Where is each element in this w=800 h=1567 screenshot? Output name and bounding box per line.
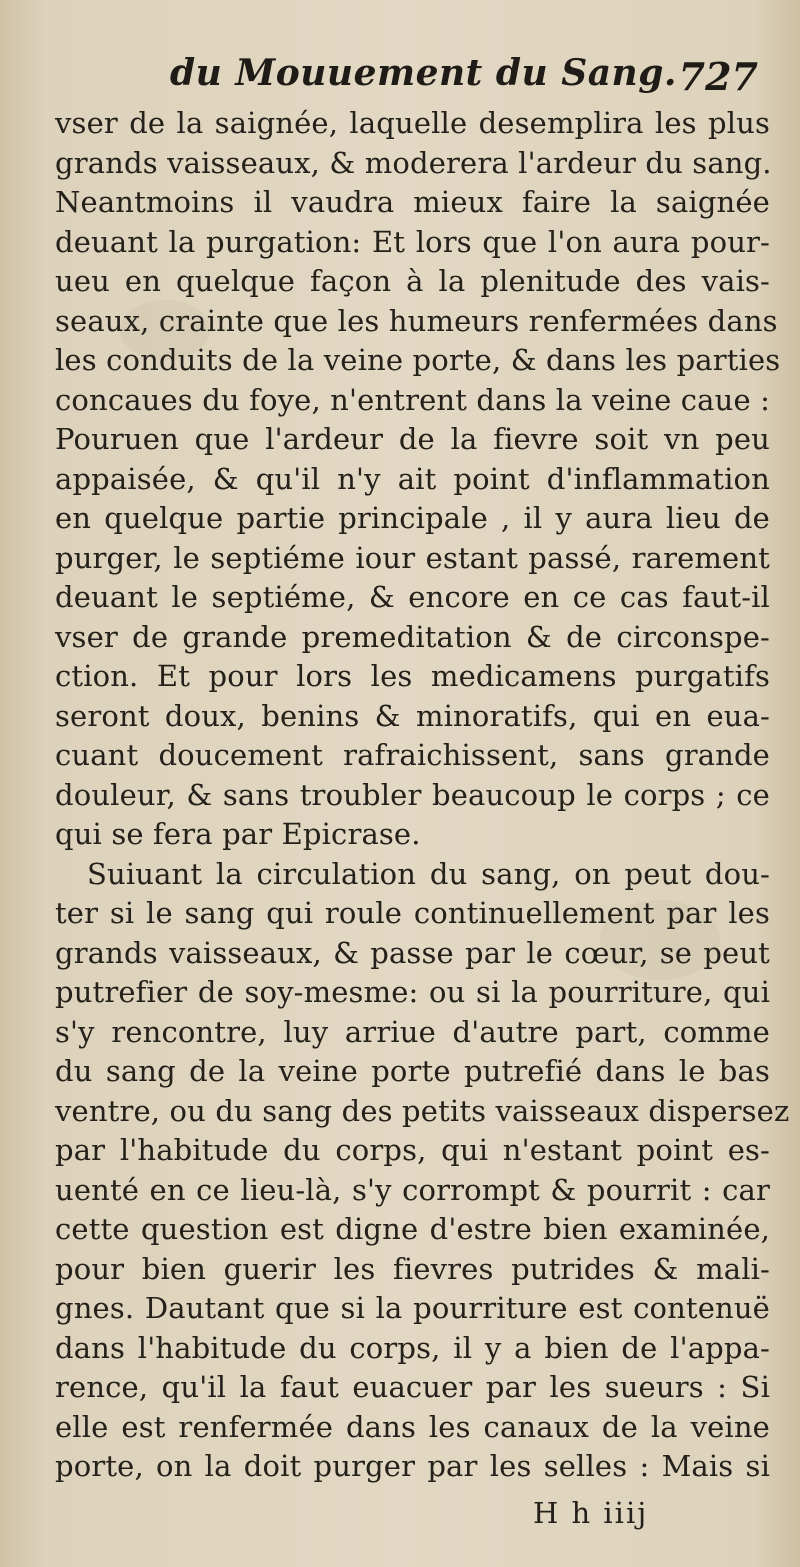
text-line: ter si le sang qui roule continuellement par les: [55, 896, 770, 930]
text-line: purger, le septiéme iour estant passé, rarement: [55, 540, 770, 575]
text-line: ueu en quelque façon à la plenitude des vais-: [55, 264, 770, 298]
page-header: [170, 52, 770, 108]
text-line: appaisée, & qu'il n'y ait point d'inflammation: [55, 461, 770, 496]
text-line: ction. Et pour lors les medicamens purgatifs: [55, 659, 770, 693]
text-line: les conduits de la veine porte, & dans les parties: [55, 343, 781, 377]
text-line: Neantmoins il vaudra mieux faire la saignée: [55, 185, 770, 219]
signature-mark: H h iiij: [533, 1496, 649, 1530]
text-line: douleur, & sans troubler beaucoup le corps ; ce: [55, 777, 770, 812]
text-line: pour bien guerir les fievres putrides & mali-: [55, 1251, 770, 1286]
text-line: putrefier de soy-mesme: ou si la pourriture, qui: [55, 975, 770, 1009]
text-line: grands vaisseaux, & moderera l'ardeur du sang.: [55, 145, 772, 180]
text-line: concaues du foye, n'entrent dans la veine caue :: [55, 382, 771, 417]
text-line: par l'habitude du corps, qui n'estant point es-: [55, 1133, 770, 1167]
text-line: porte, on la doit purger par les selles : Mais si: [55, 1449, 770, 1483]
text-line: ventre, ou du sang des petits vaisseaux dispersez: [55, 1093, 790, 1128]
text-line: dans l'habitude du corps, il y a bien de l'appa-: [55, 1330, 770, 1365]
text-line: seront doux, benins & minoratifs, qui en eua-: [55, 698, 770, 733]
page-number: 727: [678, 54, 758, 99]
text-line: cuant doucement rafraichissent, sans grande: [55, 738, 770, 772]
text-line: elle est renfermée dans les canaux de la veine: [55, 1409, 770, 1444]
text-line: qui se fera par Epicrase.: [55, 817, 421, 851]
text-line: gnes. Dautant que si la pourriture est contenuë: [55, 1291, 770, 1325]
text-line: deuant la purgation: Et lors que l'on aura pour-: [55, 224, 770, 259]
text-line: deuant le septiéme, & encore en ce cas faut-il: [55, 580, 770, 614]
text-line: s'y rencontre, luy arriue d'autre part, comme: [55, 1014, 770, 1049]
text-line: vser de la saignée, laquelle desemplira les plus: [55, 106, 770, 140]
body-text: [55, 104, 790, 1487]
text-line: Pouruen que l'ardeur de la fievre soit vn peu: [55, 422, 770, 456]
text-line: vser de grande premeditation & de circonspe-: [55, 619, 770, 654]
text-line: du sang de la veine porte putrefié dans le bas: [55, 1054, 770, 1088]
text-line: en quelque partie principale , il y aura lieu de: [55, 501, 770, 535]
text-line: uenté en ce lieu-là, s'y corrompt & pourrit : car: [55, 1172, 770, 1207]
text-line: cette question est digne d'estre bien examinée,: [55, 1212, 770, 1246]
text-line: rence, qu'il la faut euacuer par les sueurs : Si: [55, 1370, 770, 1404]
text-line: grands vaisseaux, & passe par le cœur, se peut: [55, 935, 770, 970]
text-line: Suiuant la circulation du sang, on peut dou-: [87, 856, 770, 891]
text-line: seaux, crainte que les humeurs renfermées dans: [55, 303, 778, 338]
running-title: du Mouuement du Sang.: [170, 52, 677, 94]
